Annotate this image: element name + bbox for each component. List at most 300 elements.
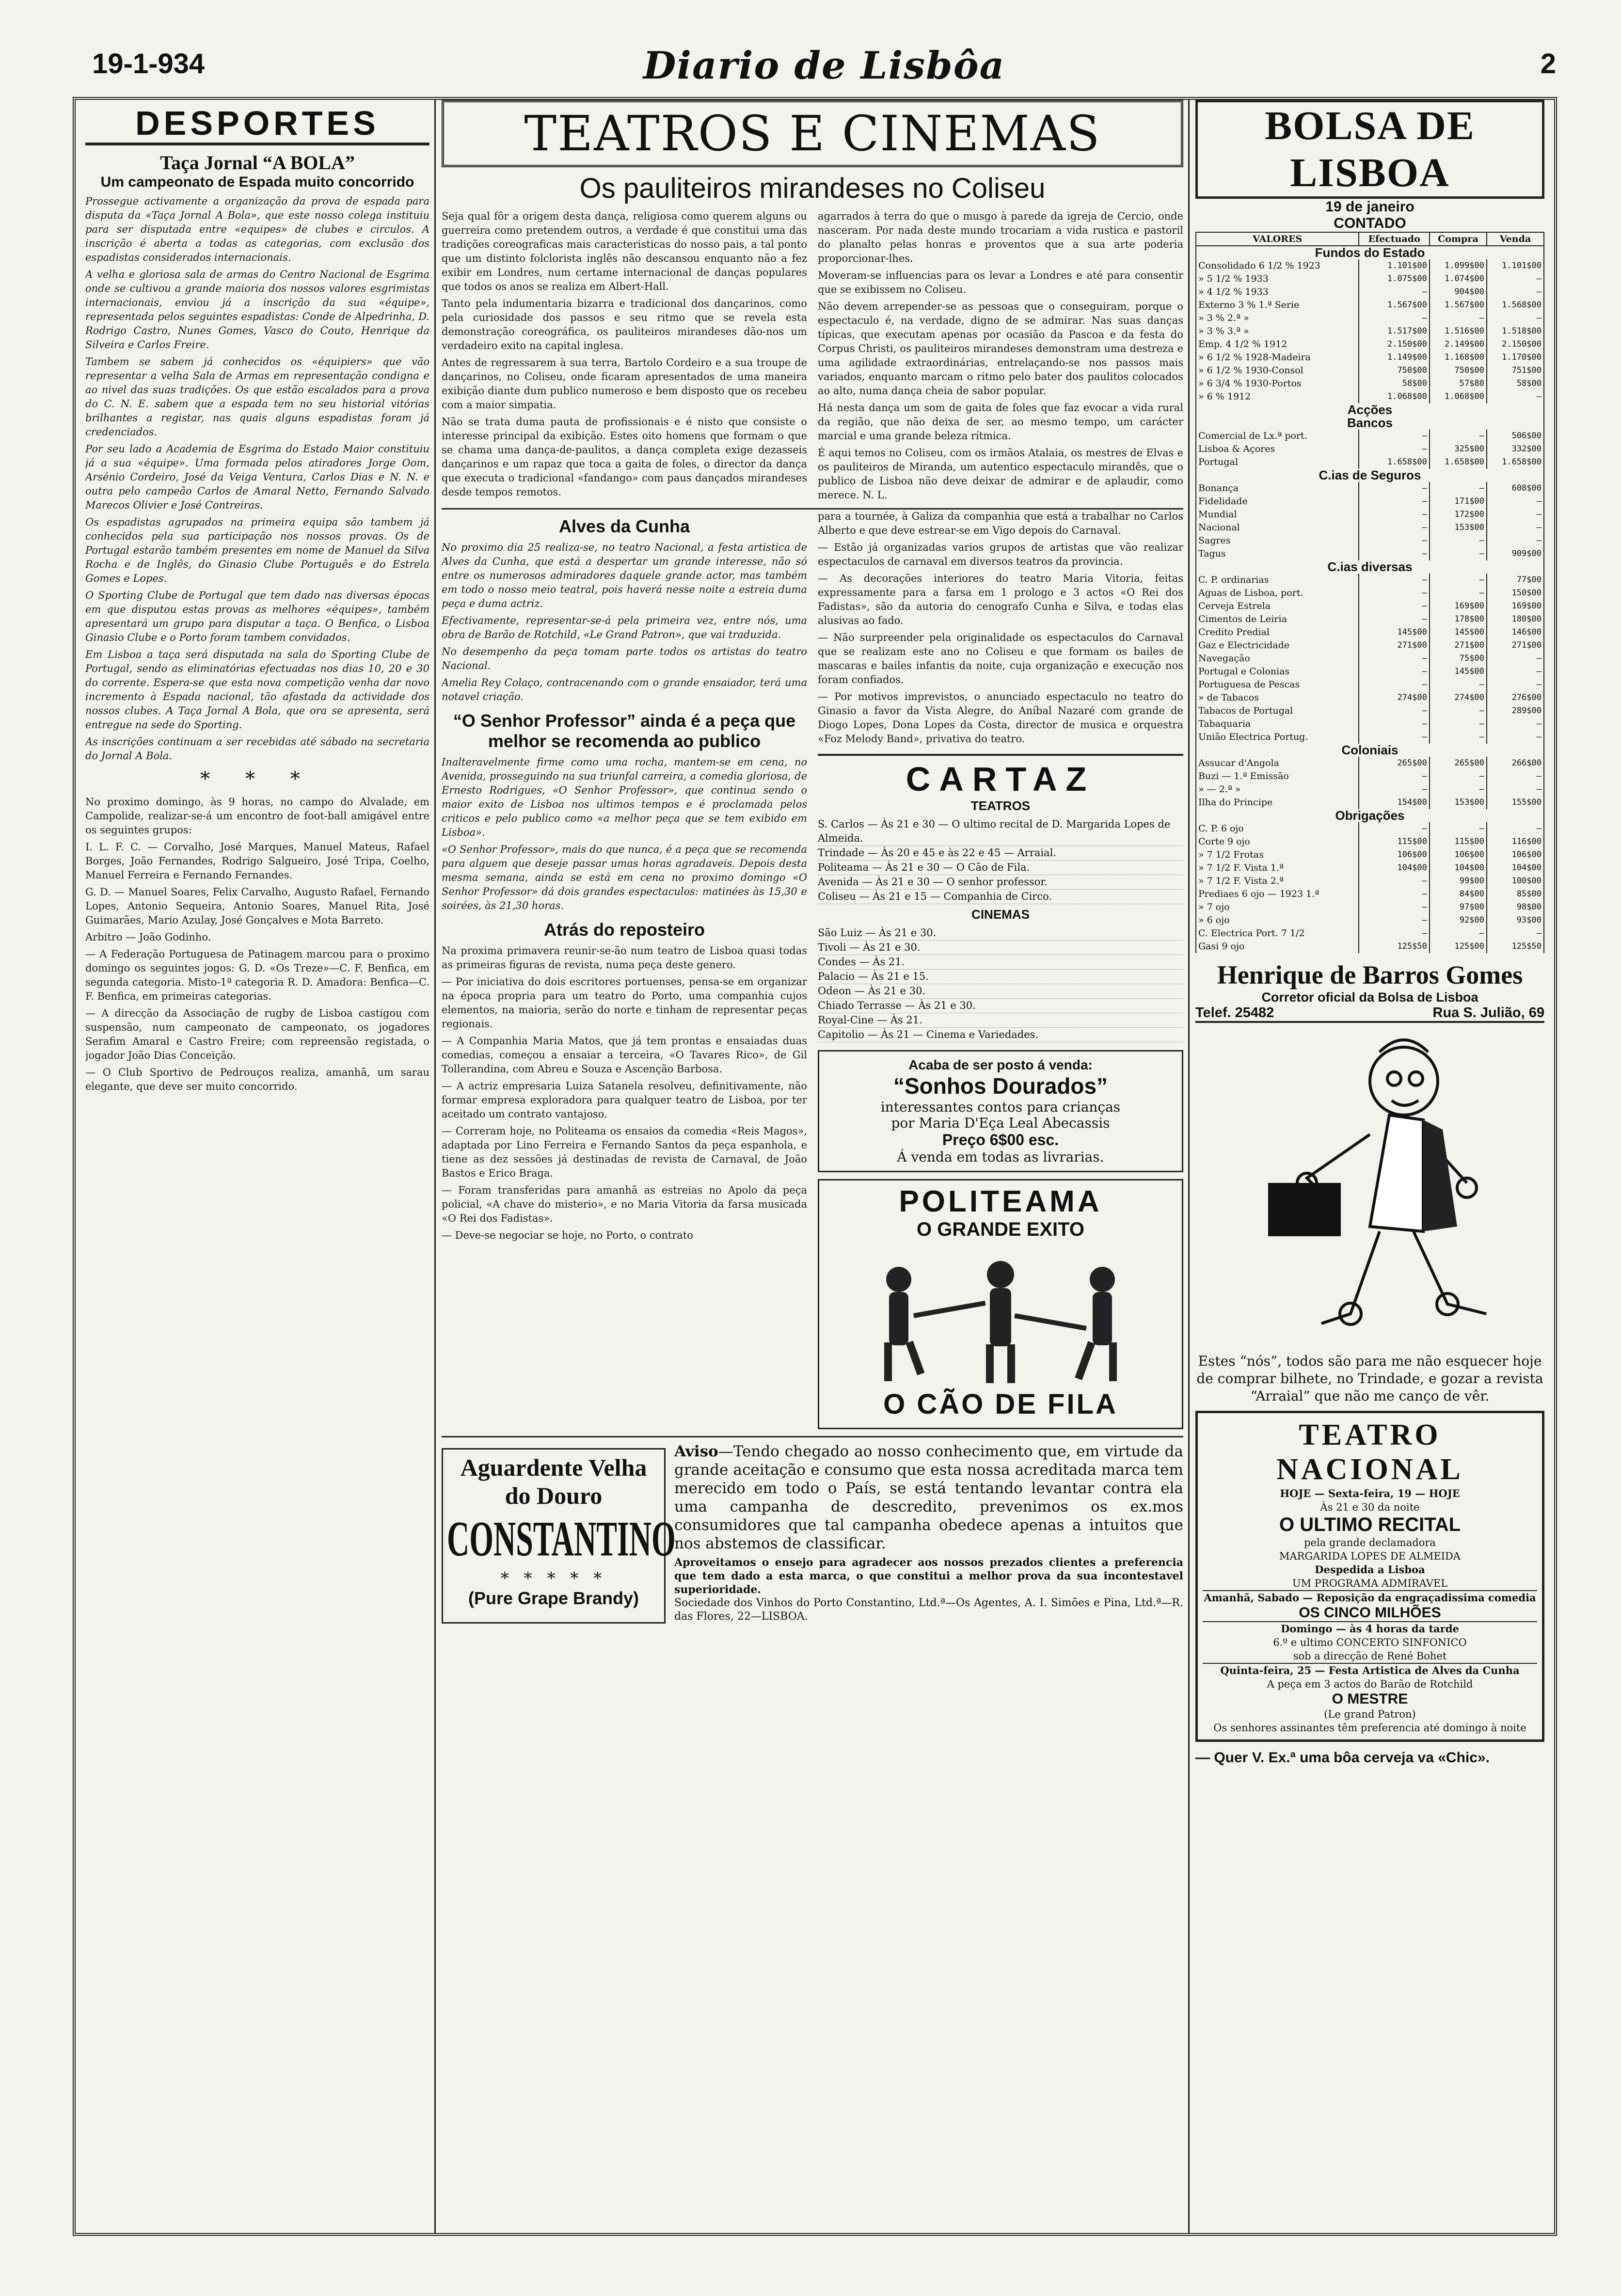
quote-price: —	[1359, 286, 1429, 299]
quote-price: 171$00	[1430, 495, 1487, 508]
quote-security-name: União Electrica Portug.	[1196, 731, 1359, 744]
quote-price: 274$00	[1430, 691, 1487, 704]
quote-security-name: Mundial	[1196, 508, 1359, 521]
quote-row	[1196, 299, 1544, 312]
masthead	[73, 44, 1575, 87]
quote-price: —	[1487, 272, 1544, 286]
ad-headline: O ULTIMO RECITAL	[1279, 1514, 1461, 1535]
politeama-advert	[818, 1179, 1183, 1429]
ad-stars: * * * * *	[500, 1569, 607, 1588]
quote-row	[1196, 704, 1544, 718]
quote-price: 904$00	[1430, 286, 1487, 299]
quote-price: —	[1487, 731, 1544, 744]
paragraph: — Foram transferidas para amanhã as estreias no Apolo da peça policial, «A chave do misterio», e no Maria Vitoria da farsa musicada «O Rei dos Fadistas».	[442, 1184, 807, 1224]
notice-sub: Aproveitamos o ensejo para agradecer aos nossos prezados clientes a preferencia que tem dado a esta marca, o que constitui a melhor prova da sua incontestavel superioridade.	[674, 1556, 1183, 1596]
quote-row	[1196, 665, 1544, 678]
listing-line: Condes — Às 21.	[818, 955, 1183, 970]
stock-subtitle: CONTADO	[1334, 215, 1406, 231]
quote-price: —	[1487, 652, 1544, 665]
listing-line: S. Carlos — Às 21 e 30 — O ultimo recital de D. Margarida Lopes de Almeida.	[818, 817, 1183, 846]
quote-row	[1196, 822, 1544, 835]
quote-security-name: Consolidado 6 1/2 % 1923	[1196, 259, 1359, 272]
quote-price: 97$00	[1430, 901, 1487, 914]
quote-row	[1196, 626, 1544, 639]
page-number: 2	[1540, 48, 1556, 80]
broker-name: Henrique de Barros Gomes	[1217, 960, 1523, 989]
quote-price: 750$00	[1359, 364, 1429, 377]
quote-price: 100$00	[1487, 875, 1544, 888]
quote-row	[1196, 901, 1544, 914]
ad-line: interessantes contos para crianças	[880, 1099, 1121, 1115]
listings-theatres-heading: TEATROS	[970, 798, 1031, 813]
page-frame	[73, 97, 1557, 2236]
quote-security-name: » de Tabacos	[1196, 691, 1359, 704]
quote-price: —	[1487, 390, 1544, 403]
quote-price: 99$00	[1430, 875, 1487, 888]
quote-group-heading: Fundos do Estado	[1196, 246, 1544, 259]
paragraph: Há nesta dança um som de gaita de foles que faz evocar a vida rural da região, que não deixa de ser, ao mesmo tempo, um carácter marcial e uma grande beleza rítmica.	[818, 402, 1183, 442]
broker-phone: Telef. 25482	[1195, 1005, 1274, 1020]
quote-price: —	[1359, 783, 1429, 796]
paragraph: É aqui temos no Coliseu, com os irmãos Atalaia, os mestres de Elvas e os pauliteiros de Miranda, um autentico espectaculo mirandês, que o publico de Lisboa não deve deixar de admirar e de aplaudir, como merece. N. L.	[818, 447, 1183, 501]
quote-row	[1196, 338, 1544, 351]
quote-price: 153$00	[1430, 521, 1487, 534]
article-title: “O Senhor Professor” ainda é a peça que melhor se recomenda ao publico	[453, 711, 796, 751]
ad-line: O GRANDE EXITO	[917, 1219, 1084, 1240]
quote-security-name: » 7 ojo	[1196, 901, 1359, 914]
quote-security-name: Portugal e Colonias	[1196, 665, 1359, 678]
quote-price: 289$00	[1487, 704, 1544, 718]
quote-row	[1196, 757, 1544, 770]
quote-security-name: Assucar d'Angola	[1196, 757, 1359, 770]
quote-price: —	[1430, 783, 1487, 796]
quote-security-name: Tagus	[1196, 547, 1359, 560]
brandy-advert	[442, 1448, 676, 1624]
quote-price: —	[1430, 482, 1487, 495]
quote-price: —	[1430, 718, 1487, 731]
quote-price: 98$00	[1487, 901, 1544, 914]
ad-line: MARGARIDA LOPES DE ALMEIDA	[1279, 1550, 1461, 1562]
quote-price: 104$00	[1430, 861, 1487, 875]
quote-price: —	[1359, 508, 1429, 521]
quote-security-name: » 6 ojo	[1196, 914, 1359, 927]
quote-price: 169$00	[1487, 600, 1544, 613]
quote-row	[1196, 325, 1544, 338]
paragraph: Na proxima primavera reunir-se-ão num teatro de Lisboa quasi todas as primeiras figuras de revista, numa peça deste genero.	[442, 945, 807, 971]
quote-price: 1.658$00	[1487, 456, 1544, 469]
quote-price: 172$00	[1430, 508, 1487, 521]
quote-security-name: Portuguesa de Pescas	[1196, 678, 1359, 691]
stock-date: 19 de janeiro	[1325, 199, 1414, 215]
quote-price: 271$00	[1359, 639, 1429, 652]
quote-security-name: Comercial de Lx.ª port.	[1196, 430, 1359, 443]
quote-price: 125$50	[1359, 940, 1429, 953]
sports-column	[85, 100, 429, 2233]
quote-security-name: Prediaes 6 ojo — 1923 1.ª	[1196, 888, 1359, 901]
paragraph: — A actriz empresaria Luiza Satanela resolveu, definitivamente, não formar empresa exploradora para qualquer teatro de Lisboa, por ter aceitado um contrato vantajoso.	[442, 1080, 807, 1120]
paragraph: No desempenho da peça tomam parte todos os artistas do teatro Nacional.	[442, 646, 807, 671]
quote-price: 145$00	[1430, 665, 1487, 678]
quote-price: 1.101$00	[1359, 259, 1429, 272]
quote-price: 750$00	[1430, 364, 1487, 377]
quote-row	[1196, 940, 1544, 953]
quote-price: 57$80	[1430, 377, 1487, 390]
section-divider: * * *	[200, 768, 315, 790]
quote-price: 1.074$00	[1430, 272, 1487, 286]
ad-line: Aguardente Velha	[460, 1454, 647, 1481]
quote-price: 75$00	[1430, 652, 1487, 665]
teatro-nacional-advert	[1195, 1411, 1544, 1742]
quote-row	[1196, 547, 1544, 560]
quote-price: 1.168$00	[1430, 351, 1487, 364]
quote-price: 154$00	[1359, 796, 1429, 809]
quote-security-name: Buzi — 1.ª Emissão	[1196, 770, 1359, 783]
quote-price: —	[1487, 665, 1544, 678]
quote-price: 169$00	[1430, 600, 1487, 613]
quote-security-name: Credito Predial	[1196, 626, 1359, 639]
quote-security-name: Tabacos de Portugal	[1196, 704, 1359, 718]
caricature-caption: Estes “nós”, todos são para me não esquecer hoje de comprar bilhete, no Trindade, e gozar a revista “Arraial” que não me canço de vêr.	[1196, 1353, 1543, 1404]
ad-line: Domingo — às 4 horas da tarde	[1203, 1621, 1537, 1636]
book-advert	[818, 1050, 1183, 1172]
quote-price: 2.150$00	[1359, 338, 1429, 351]
ad-headline: O MESTRE	[1332, 1691, 1408, 1707]
quote-price: —	[1359, 534, 1429, 547]
quote-group-heading: Obrigações	[1196, 809, 1544, 822]
ad-line: Acaba de ser posto á venda:	[908, 1057, 1093, 1072]
ad-theatre-name: POLITEAMA	[899, 1185, 1102, 1218]
quote-price: —	[1487, 312, 1544, 325]
notice-label: Aviso	[674, 1443, 718, 1460]
ad-line: UM PROGRAMA ADMIRAVEL	[1292, 1578, 1448, 1589]
quote-price: —	[1359, 495, 1429, 508]
quote-group-heading: C.ias diversas	[1196, 560, 1544, 574]
quote-price: 58$00	[1487, 377, 1544, 390]
quote-group-heading: C.ias de Seguros	[1196, 469, 1544, 482]
quote-security-name: Cimentos de Leiria	[1196, 613, 1359, 626]
quote-price: 2.150$00	[1487, 338, 1544, 351]
quote-row	[1196, 783, 1544, 796]
quote-row	[1196, 443, 1544, 456]
column-rule	[434, 100, 436, 2233]
quote-price: 178$00	[1430, 613, 1487, 626]
quote-row	[1196, 534, 1544, 547]
paragraph: Arbitro — João Godinho.	[85, 931, 211, 943]
paragraph: Em Lisboa a taça será disputada na sala do Sporting Clube de Portugal, sendo as eliminatórias efectuadas nos dias 10, 20 e 30 do corrente. Espera-se que esta nova competição venha dar novo incremento à Espada nacional, tão afastada da actividade dos nossos clubes. A Taça Jornal A Bola, que ora se apresenta, será entregue na sede do Sporting.	[85, 649, 429, 731]
quote-row	[1196, 430, 1544, 443]
ad-line: Às 21 e 30 da noite	[1320, 1501, 1420, 1513]
quote-price: —	[1487, 521, 1544, 534]
ad-line: do Douro	[505, 1482, 603, 1509]
quote-security-name: Fidelidade	[1196, 495, 1359, 508]
quote-price: —	[1359, 731, 1429, 744]
paragraph: Antes de regressarem à sua terra, Bartolo Cordeiro e a sua troupe de dançarinos, no Coliseu, onde ficaram apresentados de uma maneira exibição diante dum publico numeroso e bem disposto que os recebeu com a maior simpatia.	[442, 357, 807, 411]
quote-row	[1196, 482, 1544, 495]
quote-price: —	[1430, 770, 1487, 783]
quote-price: —	[1430, 534, 1487, 547]
ad-book-title: “Sonhos Dourados”	[893, 1073, 1108, 1099]
quote-price: 116$00	[1487, 835, 1544, 848]
quote-price: —	[1359, 678, 1429, 691]
quote-price: 276$00	[1487, 691, 1544, 704]
quote-price: —	[1487, 678, 1544, 691]
quote-price: —	[1430, 547, 1487, 560]
paragraph: No proximo domingo, às 9 horas, no campo do Alvalade, em Campolide, realizar-se-á um encontro de foot-ball amigável entre os seguintes grupos:	[85, 796, 429, 836]
quote-row	[1196, 600, 1544, 613]
listing-line: Capitolio — Às 21 — Cinema e Variedades.	[818, 1028, 1183, 1042]
quote-price: —	[1430, 312, 1487, 325]
quote-security-name: Nacional	[1196, 521, 1359, 534]
quote-price: 1.567$00	[1359, 299, 1429, 312]
paragraph: «O Senhor Professor», mais do que nunca, é a peça que se recomenda para alguem que deseje passar umas horas agradaveis. Depois desta mesma semana, ainda se está em cena no proximo domingo «O Senhor Professor» dá dois grandes espectaculos: matinées às 15,30 e soirées, às 21,30 horas.	[442, 844, 807, 911]
quote-price: 104$00	[1487, 861, 1544, 875]
paragraph: O Sporting Clube de Portugal que tem dado nas diversas épocas em que disputou estas provas as melhores «équipes», também apresentará um grupo para disputar a taça. O Benfica, o Lisboa Ginasio Clube e o Porto foram tambem convidados.	[85, 590, 429, 643]
paragraph: Não se trata duma pauta de profissionais e é nisto que consiste o interesse principal da exibição. Estes oito homens que formam o que se chama uma dança-de-paulitos, a dança completa exige dezasseis dançarinos e um rapaz que toca a gaita de foles, o director da dança que executa o tradicional «fandango» com paus dançados mirandeses desde tempos remotos.	[442, 416, 807, 498]
paragraph: — Não surpreender pela originalidade os espectaculos do Carnaval que se realizam este ano no Coliseu e que formam os bailes de mascaras e bailes infantis da noite, cuja organização e execução nos foram confiados.	[818, 632, 1183, 686]
quote-row	[1196, 456, 1544, 469]
column-rule	[1188, 100, 1190, 2233]
quote-price: —	[1487, 495, 1544, 508]
quote-security-name: Emp. 4 1/2 % 1912	[1196, 338, 1359, 351]
quote-price: —	[1359, 600, 1429, 613]
quote-row	[1196, 613, 1544, 626]
ad-line: sob a direcção de René Bohet	[1293, 1650, 1447, 1662]
ad-line: (Pure Grape Brandy)	[468, 1588, 639, 1608]
issue-date: 19-1-934	[92, 48, 205, 80]
sports-headline: Taça Jornal “A BOLA”	[160, 152, 355, 174]
quote-price: 180$00	[1487, 613, 1544, 626]
listing-line: Trindade — Às 20 e 45 e às 22 e 45 — Arraial.	[818, 846, 1183, 861]
quote-security-name: Navegação	[1196, 652, 1359, 665]
ad-line: Á venda em todas as livrarias.	[897, 1149, 1104, 1165]
quote-column-header: Compra	[1430, 232, 1487, 246]
quote-row	[1196, 639, 1544, 652]
listing-line: Politeama — Às 21 e 30 — O Cão de Fila.	[818, 861, 1183, 875]
quote-price: 115$00	[1430, 835, 1487, 848]
paragraph: — Deve-se negociar se hoje, no Porto, o contrato	[442, 1229, 693, 1241]
quote-price: 1.567$00	[1430, 299, 1487, 312]
quote-row	[1196, 770, 1544, 783]
quote-group-heading: Bancos	[1196, 416, 1544, 430]
ad-headline: OS CINCO MILHÕES	[1299, 1605, 1441, 1621]
quote-price: 84$00	[1430, 888, 1487, 901]
ad-line: Os senhores assinantes têm preferencia até domingo à noite	[1213, 1722, 1526, 1734]
quote-security-name: C. Electrica Port. 7 1/2	[1196, 927, 1359, 940]
quote-row	[1196, 731, 1544, 744]
quote-price: —	[1359, 822, 1429, 835]
ad-line: (Le grand Patron)	[1324, 1708, 1416, 1720]
paragraph: — As decorações interiores do teatro Maria Vitoria, feitas expressamente para a farsa em 1 prologo e 3 actos «O Rei dos Fadistas», são da autoria do cenografo Cunha e Silva, e todas elas alusivas ao fado.	[818, 573, 1183, 626]
notice-signature: Sociedade dos Vinhos do Porto Constantino, Ltd.ª—Os Agentes, A. I. Simões e Pina, Ltd.ª—R. das Flores, 22—LISBOA.	[674, 1597, 1183, 1623]
quote-row	[1196, 875, 1544, 888]
quote-security-name: » 3 % 2.ª »	[1196, 312, 1359, 325]
stock-quotes-table	[1195, 232, 1544, 953]
quote-price: 506$00	[1487, 430, 1544, 443]
quote-security-name: Gaz e Electricidade	[1196, 639, 1359, 652]
stock-section-title: BOLSA DE LISBOA	[1195, 100, 1544, 199]
paragraph: — O Club Sportivo de Pedrouços realiza, amanhã, um sarau elegante, que deve ser muito concorrido.	[85, 1067, 429, 1092]
listing-line: São Luiz — Às 21 e 30.	[818, 926, 1183, 941]
quote-price: 608$00	[1487, 482, 1544, 495]
quote-row	[1196, 848, 1544, 861]
quote-price: 106$00	[1359, 848, 1429, 861]
quote-security-name: Aguas de Lisboa, port.	[1196, 587, 1359, 600]
quote-price: —	[1359, 574, 1429, 587]
quote-price: —	[1359, 547, 1429, 560]
paragraph: Tanto pela indumentaria bizarra e tradicional dos dançarinos, como pela curiosidade dos passos e seu ritmo que se revela esta demonstração coreográfica, os pauliteiros mirandeses dão-nos um verdadeiro exito na capital inglesa.	[442, 298, 807, 351]
quote-price: 85$00	[1487, 888, 1544, 901]
quote-security-name: » 7 1/2 F. Vista 2.ª	[1196, 875, 1359, 888]
quote-price: 1.658$00	[1430, 456, 1487, 469]
paragraph: — Correram hoje, no Politeama os ensaios da comedia «Reis Magos», adaptada por Lino Ferreira e Fernando Santos da peça espanhola, e tiene as dez sessões já destinadas de revista de Carnaval, de João Bastos e Erico Braga.	[442, 1125, 807, 1179]
paragraph: Tambem se sabem já conhecidos os «équipiers» que vão representar a velha Sala de Armas em representação condigna e ao nivel das suas tradições. Os que estão escalados para a prova do C. N. E. sabem que a espada tem no seu historial vitórias brilhantes a registar, nas quais alguns espadistas foram já credenciados.	[85, 356, 429, 438]
quote-row	[1196, 678, 1544, 691]
quote-price: 1.101$00	[1487, 259, 1544, 272]
quote-security-name: » 6 1/2 % 1930-Consol	[1196, 364, 1359, 377]
quote-price: —	[1487, 783, 1544, 796]
paragraph: Moveram-se influencias para os levar a Londres e até para consentir que se exibissem no Coliseu.	[818, 270, 1183, 295]
quote-security-name: » 6 % 1912	[1196, 390, 1359, 403]
quote-price: 106$00	[1430, 848, 1487, 861]
ad-line: HOJE — Sexta-feira, 19 — HOJE	[1280, 1487, 1460, 1499]
quote-price: —	[1487, 770, 1544, 783]
quote-row	[1196, 508, 1544, 521]
paragraph: — Estão já organizadas varios grupos de artistas que vão realizar espectaculos de carnaval em diversos teatros da provincia.	[818, 542, 1183, 567]
quote-price: 1.099$00	[1430, 259, 1487, 272]
quote-security-name: Bonança	[1196, 482, 1359, 495]
quote-price: 115$00	[1359, 835, 1429, 848]
quote-price: 145$00	[1359, 626, 1429, 639]
quote-column-header: Venda	[1487, 232, 1544, 246]
quote-group-heading: Acções	[1196, 403, 1544, 416]
quote-price: 265$00	[1359, 757, 1429, 770]
quote-price: —	[1359, 665, 1429, 678]
quote-row	[1196, 364, 1544, 377]
stock-exchange-column	[1195, 100, 1544, 2233]
quote-security-name: » 3 % 3.ª »	[1196, 325, 1359, 338]
quote-row	[1196, 259, 1544, 272]
ad-line: A peça em 3 actos do Barão de Rotchild	[1267, 1678, 1473, 1690]
quote-price: 1.516$00	[1430, 325, 1487, 338]
paragraph: — Por motivos imprevistos, o anunciado espectaculo no teatro do Ginasio a favor da Vista Alegre, do Aníbal Nazaré com grande de Diogo Lopes, Dona Lopes da Costa, director de musica e orquestra «Foz Melody Band», privativa do teatro.	[818, 691, 1183, 745]
quote-security-name: » 6 1/2 % 1928-Madeira	[1196, 351, 1359, 364]
quote-price: 1.068$00	[1359, 390, 1429, 403]
quote-price: 1.518$00	[1487, 325, 1544, 338]
quote-price: —	[1359, 482, 1429, 495]
quote-price: 106$00	[1487, 848, 1544, 861]
article-title: Atrás do reposteiro	[543, 920, 705, 940]
quote-row	[1196, 587, 1544, 600]
quote-security-name: » 7 1/2 Frotas	[1196, 848, 1359, 861]
quote-security-name: » 4 1/2 % 1933	[1196, 286, 1359, 299]
ad-play-title: O CÃO DE FILA	[883, 1388, 1118, 1420]
quote-price: —	[1430, 731, 1487, 744]
quote-price: 125$00	[1430, 940, 1487, 953]
listing-line: Royal-Cine — Às 21.	[818, 1013, 1183, 1028]
quote-price: 271$00	[1487, 639, 1544, 652]
quote-row	[1196, 574, 1544, 587]
quote-price: —	[1359, 443, 1429, 456]
quote-price: 1.075$00	[1359, 272, 1429, 286]
quote-price: —	[1359, 521, 1429, 534]
sports-subhead: Um campeonato de Espada muito concorrido	[100, 174, 414, 190]
quote-security-name: Corte 9 ojo	[1196, 835, 1359, 848]
quote-price: 271$00	[1430, 639, 1487, 652]
quote-price: 751$00	[1487, 364, 1544, 377]
listing-line: Avenida — Às 21 e 30 — O senhor professor.	[818, 875, 1183, 890]
quote-security-name: C. P. 6 ojo	[1196, 822, 1359, 835]
quote-security-name: Externo 3 % 1.ª Serie	[1196, 299, 1359, 312]
quote-price: 125$50	[1487, 940, 1544, 953]
quote-price: 1.568$00	[1487, 299, 1544, 312]
listing-line: Odeon — Às 21 e 30.	[818, 984, 1183, 999]
listing-line: Chiado Terrasse — Às 21 e 30.	[818, 999, 1183, 1013]
quote-row	[1196, 495, 1544, 508]
quote-security-name: Tabaquaria	[1196, 718, 1359, 731]
quote-security-name: Gasi 9 ojo	[1196, 940, 1359, 953]
paragraph: Inalteravelmente firme como uma rocha, mantem-se em cena, no Avenida, prosseguindo na sua triunfal carreira, a comedia gloriosa, de Ernesto Rodrigues, «O Senhor Professor», que continua sendo o maior exito de Lisboa nos ultimos tempos e é proclamada pelos criticos e pelo publico como «a melhor peça que se tem exibido em Lisboa».	[442, 756, 807, 838]
quote-price: —	[1487, 508, 1544, 521]
quote-price: —	[1487, 286, 1544, 299]
ad-line: por Maria D'Eça Leal Abecassis	[891, 1115, 1110, 1131]
ad-theatre-name: TEATRO NACIONAL	[1276, 1419, 1463, 1486]
quote-price: 145$00	[1430, 626, 1487, 639]
paragraph: Amelia Rey Colaço, contracenando com o grande ensaiador, terá uma notavel criação.	[442, 677, 807, 702]
quote-security-name: Cerveja Estrela	[1196, 600, 1359, 613]
theatre-column	[442, 100, 1183, 2233]
quote-price: 1.658$00	[1359, 456, 1429, 469]
quote-column-header: VALORES	[1196, 232, 1359, 246]
quote-security-name: » 7 1/2 F. Vista 1.ª	[1196, 861, 1359, 875]
quote-price: 265$00	[1430, 757, 1487, 770]
notice-text: —Tendo chegado ao nosso conhecimento que, em virtude da grande aceitação e consumo que esta nossa acreditada marca tem merecido em todo o País, se está tentando levantar contra ela uma campanha de descredito, prevenimos os ex.mos consumidores que tal campanha obedece apenas a intuitos que nos abstemos de classificar.	[674, 1443, 1183, 1552]
quote-price: 155$00	[1487, 796, 1544, 809]
quote-price: 77$00	[1487, 574, 1544, 587]
quote-price: —	[1487, 822, 1544, 835]
paragraph: G. D. — Manuel Soares, Felix Carvalho, Augusto Rafael, Fernando Lopes, Antonio Sequeira, Antonio Soares, Manuel Rita, José Guimarães, Mario Azulay, José Gonçalves e Mota Barreto.	[85, 886, 429, 926]
paragraph: — A Companhia Maria Matos, que já tem prontas e ensaiadas duas comedias, começou a ensaiar a terceira, «O Tavares Rico», de Gil Tollerandina, com Abreu e Souza e Ascenção Barbosa.	[442, 1035, 807, 1075]
quote-price: —	[1359, 430, 1429, 443]
quote-row	[1196, 691, 1544, 704]
quote-row	[1196, 835, 1544, 848]
quote-price: —	[1359, 875, 1429, 888]
paragraph: Os espadistas agrupados na primeira equipa são tambem já conhecidos pela sua participação nos nossos provas. Os de Portugal estarão também presentes em nome de Manuel da Silva Rocha e de Inglês, do Ginasio Clube Português e do Estrela Gomes e Lopes.	[85, 516, 429, 584]
quote-price: 1.068$00	[1430, 390, 1487, 403]
quote-price: 153$00	[1430, 796, 1487, 809]
quote-price: 1.170$00	[1487, 351, 1544, 364]
listings-cinemas-heading: CINEMAS	[971, 907, 1030, 922]
paragraph: No proximo dia 25 realiza-se, no teatro Nacional, a festa artistica de Alves da Cunha, que está a despertar um grande interesse, não só entre os numerosos admiradores daquele grande actor, mas também em todo o nosso meio teatral, pois haverá nesse noite a estreia duma peça e duma actriz.	[442, 542, 807, 609]
quote-price: —	[1359, 914, 1429, 927]
listing-line: Coliseu — Às 21 e 15 — Companhia de Circo.	[818, 890, 1183, 904]
paragraph: Efectivamente, representar-se-á pela primeira vez, entre nós, uma obra de Barão de Rotchild, «Le Grand Patron», que vai traduzida.	[442, 615, 807, 640]
quote-price: 58$00	[1359, 377, 1429, 390]
quote-price: 266$00	[1487, 757, 1544, 770]
quote-price: —	[1430, 927, 1487, 940]
paragraph: — Por iniciativa do dois escritores portuenses, pensa-se em organizar na época propria para um teatro do Porto, uma companhia cujos elementos, na maioria, serão do norte e tinham de representar peças regionais.	[442, 976, 807, 1030]
quote-price: 909$00	[1487, 547, 1544, 560]
quote-price: —	[1359, 613, 1429, 626]
quote-price: 1.149$00	[1359, 351, 1429, 364]
paragraph: Seja qual fôr a origem desta dança, religiosa como querem alguns ou guerreira como pretendem outros, a verdade é que constitui uma das tradições coreograficas mais caracteristicas do nosso pais, a tal ponto que um distinto folclorista inglês não descansou enquanto não a fez exibir em Londres, num certame internacional de danças populares que todos os anos se realiza em Albert-Hall.	[442, 210, 807, 292]
quote-price: —	[1430, 704, 1487, 718]
quote-price: —	[1359, 770, 1429, 783]
quote-row	[1196, 312, 1544, 325]
paragraph: Prossegue activamente a organização da prova de espada para disputa da «Taça Jornal A Bola», que este nosso colega instituiu para ser disputada entre «equipes» de clubes e circulos. A inscrição é aberta a todas as categorias, com exclusão dos espadistas considerados internacionais.	[85, 195, 429, 263]
quote-price: 92$00	[1430, 914, 1487, 927]
paragraph: para a tournée, à Galiza da companhia que está a trabalhar no Carlos Alberto e que deve estrear-se em Vigo depois do Carnaval.	[818, 510, 1183, 536]
theatre-section-title: TEATROS E CINEMAS	[442, 100, 1183, 167]
